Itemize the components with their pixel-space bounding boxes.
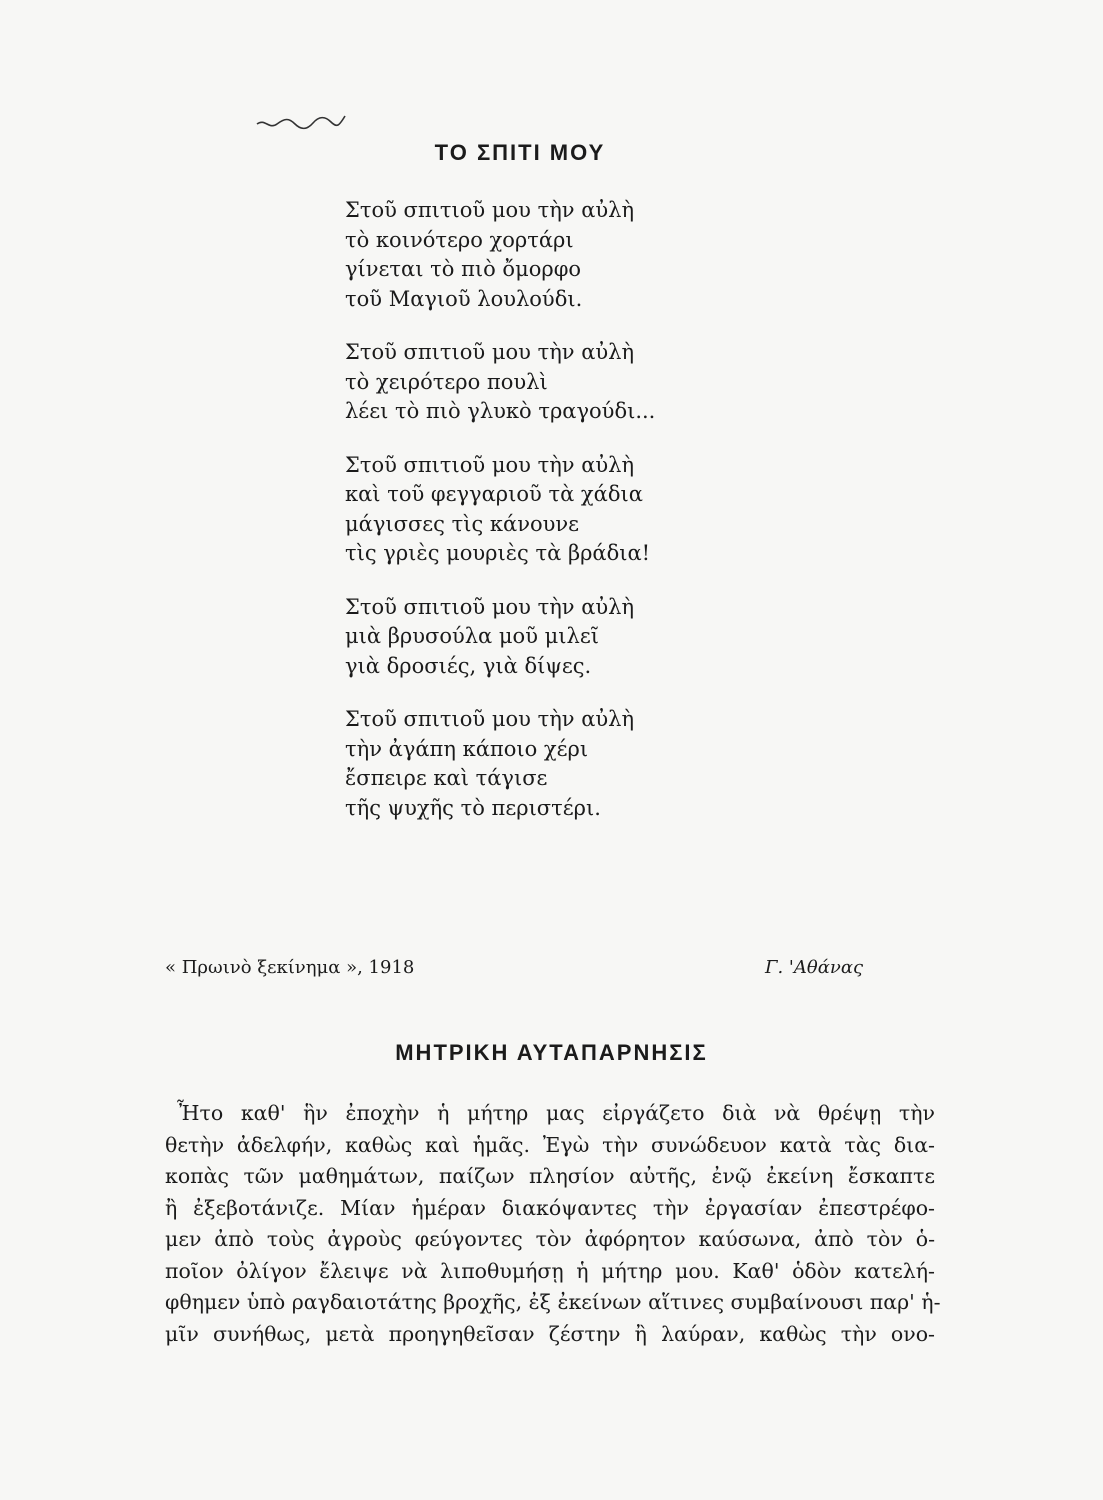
prose-title: ΜΗΤΡΙΚΗ ΑΥΤΑΠΑΡΝΗΣΙΣ (395, 1040, 708, 1065)
poem-verse: καὶ τοῦ φεγγαριοῦ τὰ χάδια (345, 482, 643, 506)
prose-line: φθημεν ὑπὸ ραγδαιοτάτης βροχῆς, ἐξ ἐκείνων αἵτινες συμβαίνουσι παρ' ἡ- (165, 1290, 941, 1314)
poem-verse: Στοῦ σπιτιοῦ μου τὴν αὐλὴ (345, 452, 635, 477)
poem-verse: Στοῦ σπιτιοῦ μου τὴν αὐλὴ (345, 340, 635, 364)
poem-verse: λέει τὸ πιὸ γλυκὸ τραγούδι... (345, 399, 656, 423)
poem-verse: ἔσπειρε καὶ τάγισε (345, 766, 548, 790)
poem-body (345, 196, 765, 847)
poem-verse: γίνεται τὸ πιὸ ὄμορφο (345, 257, 582, 281)
poem-verse: τὸ χειρότερο πουλὶ (345, 369, 548, 394)
prose-line: μῖν συνήθως, μετὰ προηγηθεῖσαν ζέστην ἢ λαύραν, καθὼς τὴν ονο- (165, 1321, 935, 1346)
poem-verse: μάγισσες τὶς κάνουνε (345, 511, 580, 536)
poem-verse: τοῦ Μαγιοῦ λουλούδι. (345, 286, 583, 311)
poem-stanza (345, 705, 765, 823)
prose-line: κοπὰς τῶν μαθημάτων, παίζων πλησίον αὐτῆς, ἐνῷ ἐκείνη ἔσκαπτε (165, 1164, 935, 1188)
prose-line: Ἦτο καθ' ἣν ἐποχὴν ἡ μήτηρ μας εἰργάζετο διὰ νὰ θρέψῃ τὴν (177, 1101, 935, 1125)
prose-line: θετὴν ἀδελφήν, καθὼς καὶ ἡμᾶς. Ἐγὼ τὴν συνώδευον κατὰ τὰς δια- (165, 1132, 935, 1157)
poem-stanza (345, 338, 765, 427)
poem-verse: μιὰ βρυσούλα μοῦ μιλεῖ (345, 624, 599, 648)
poem-verse: τῆς ψυχῆς τὸ περιστέρι. (345, 795, 601, 820)
poem-verse: τὶς γριὲς μουριὲς τὰ βράδια! (345, 541, 651, 565)
poem-source: « Πρωινὸ ξεκίνημα », 1918 (165, 957, 415, 978)
prose-line: ἢ ἐξεβοτάνιζε. Μίαν ἡμέραν διακόψαντες τὴν ἐργασίαν ἐπεστρέφο- (165, 1195, 935, 1220)
poem-verse: Στοῦ σπιτιοῦ μου τὴν αὐλὴ (345, 707, 635, 731)
poem-verse: Στοῦ σπιτιοῦ μου τὴν αὐλὴ (345, 594, 635, 619)
poem-verse: τὸ κοινότερο χορτάρι (345, 227, 574, 252)
poem-title: ΤΟ ΣΠΙΤΙ ΜΟΥ (434, 140, 606, 165)
poem-stanza (345, 451, 765, 569)
prose-line: ποῖον ὀλίγον ἔλειψε νὰ λιποθυμήσῃ ἡ μήτηρ μου. Καθ' ὁδὸν κατελή- (165, 1258, 935, 1283)
poem-verse: τὴν ἀγάπη κάποιο χέρι (345, 736, 589, 761)
poem-verse: γιὰ δροσιές, γιὰ δίψες. (345, 653, 592, 678)
poem-stanza (345, 196, 765, 314)
ink-squiggle-mark (255, 112, 347, 132)
poem-stanza (345, 593, 765, 682)
poem-verse: Στοῦ σπιτιοῦ μου τὴν αὐλὴ (345, 198, 635, 222)
prose-line: μεν ἀπὸ τοὺς ἀγροὺς φεύγοντες τὸν ἀφόρητον καύσωνα, ἀπὸ τὸν ὁ- (165, 1227, 935, 1251)
poem-author: Γ. 'Αθάνας (765, 957, 864, 978)
prose-paragraph (165, 1098, 941, 1350)
